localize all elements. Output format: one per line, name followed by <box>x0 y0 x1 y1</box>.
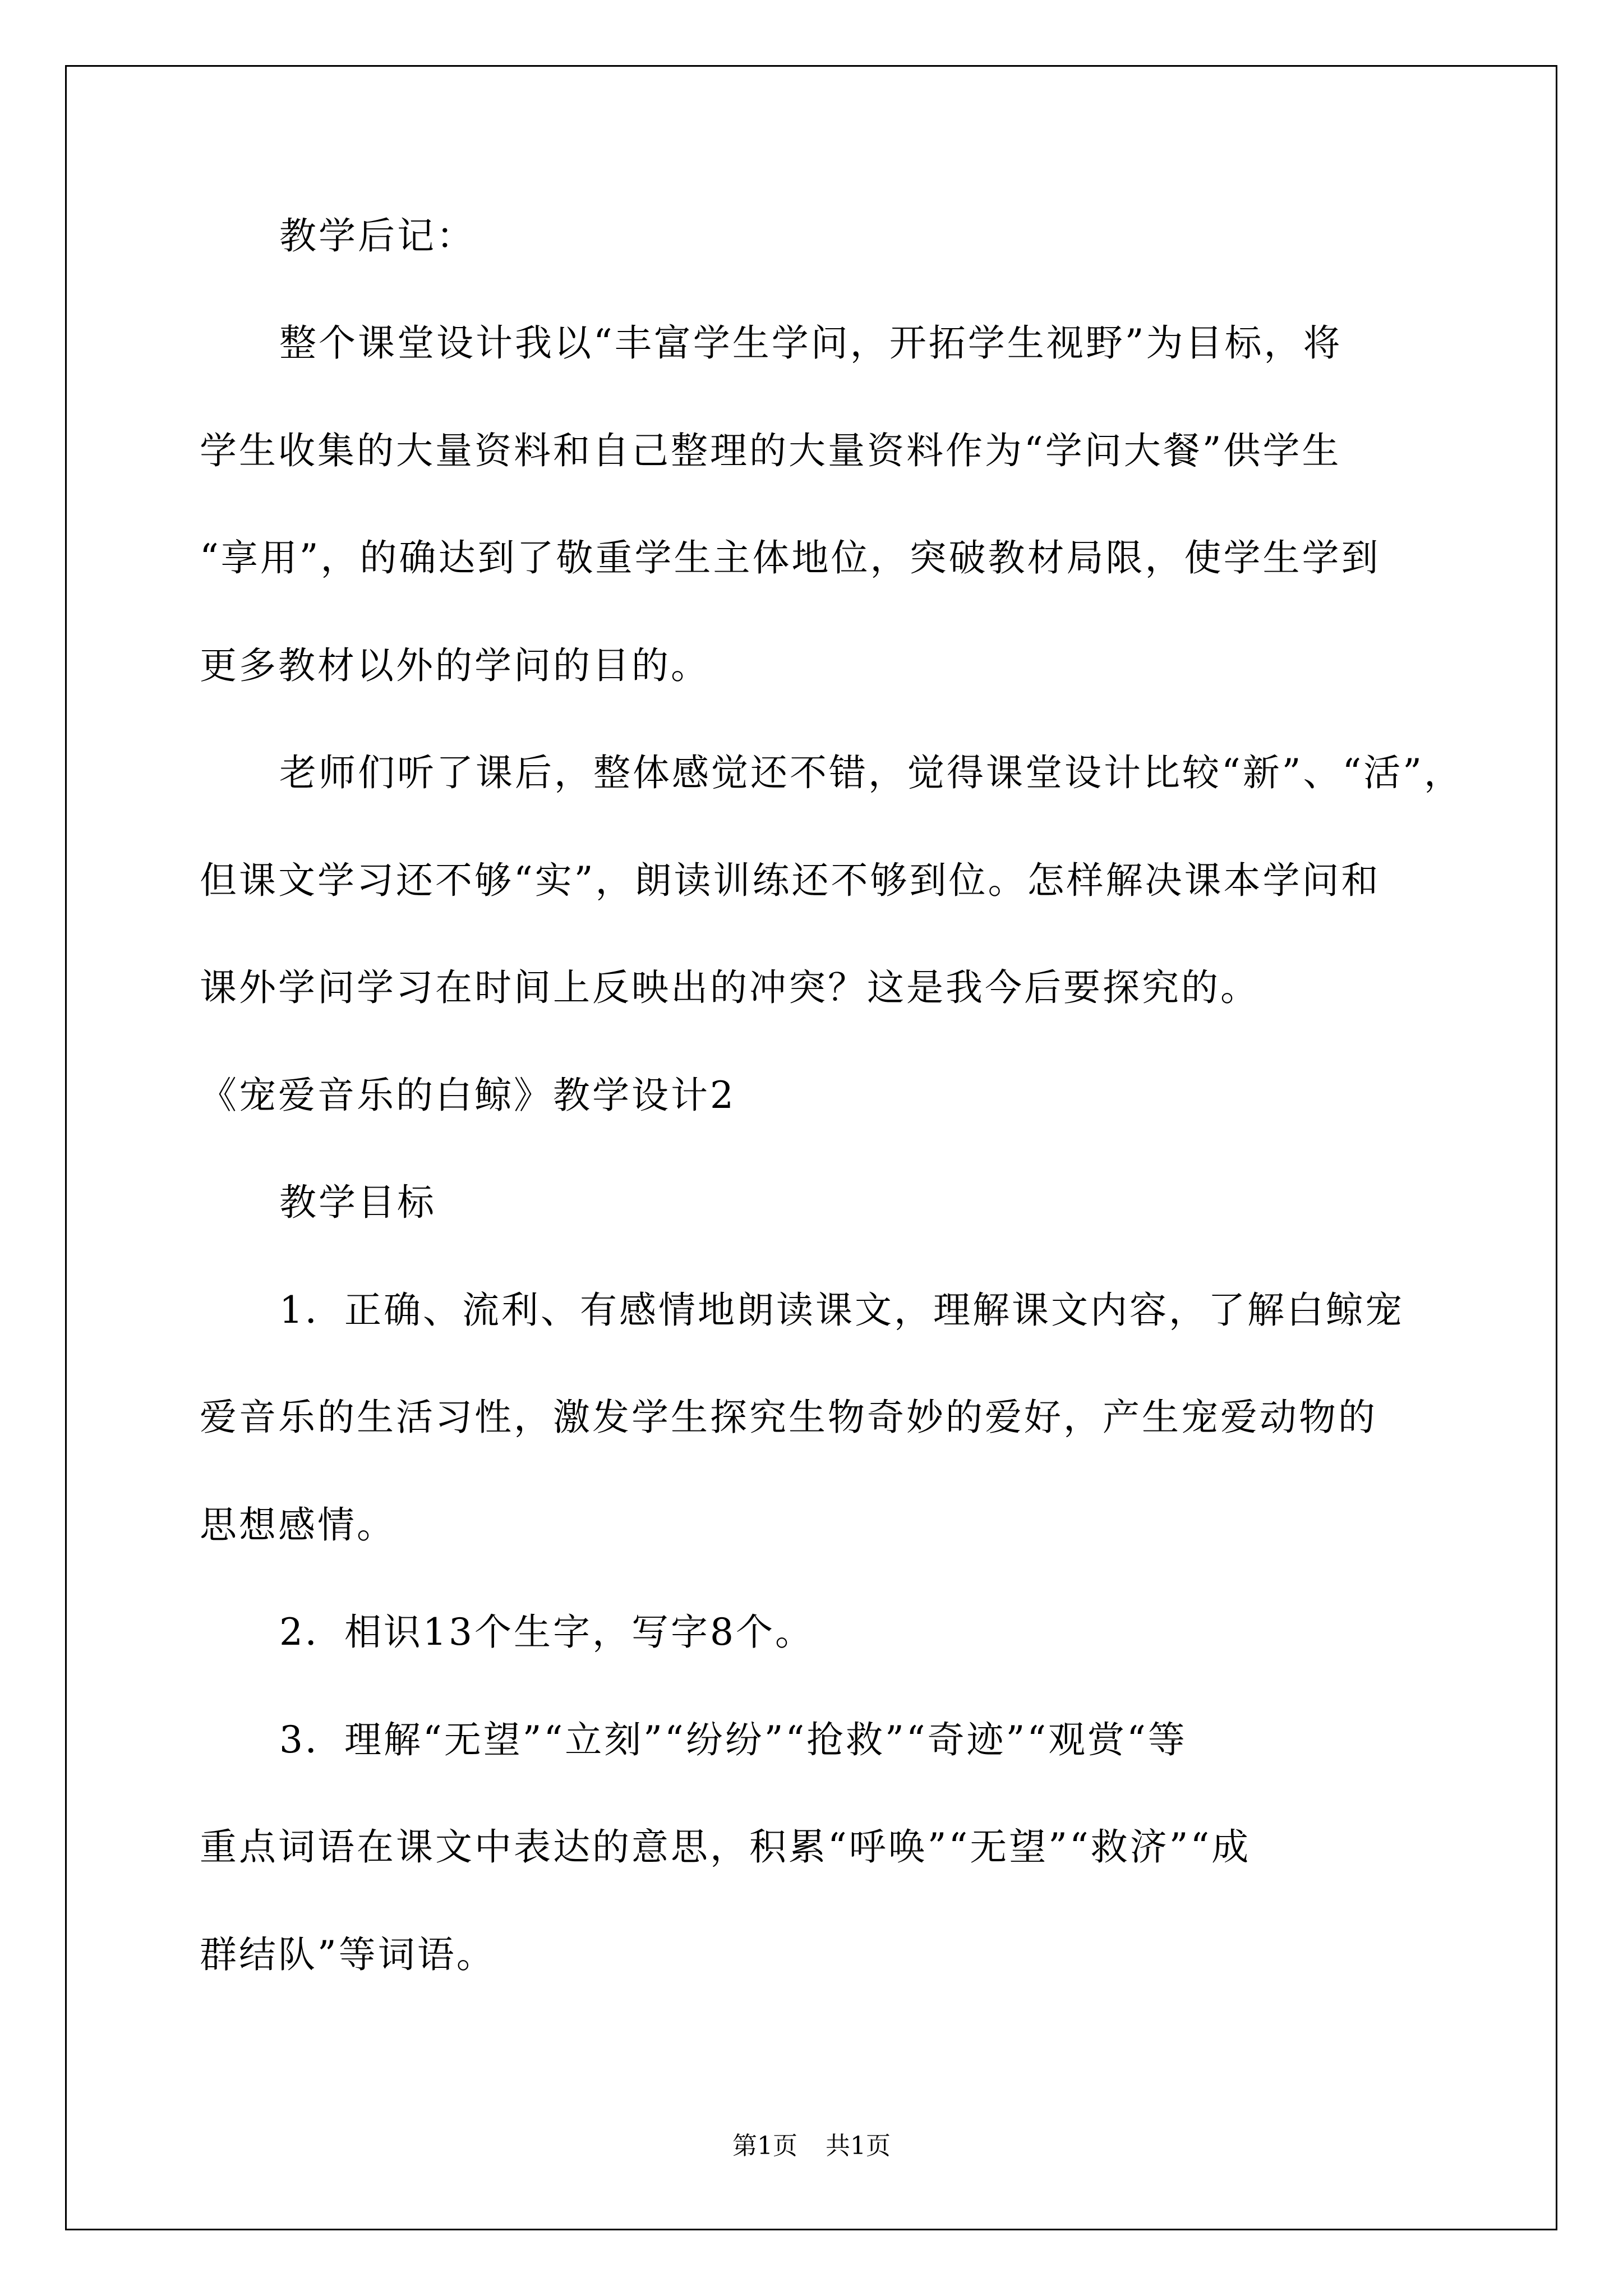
objective-line: 思想感情。 <box>200 1503 396 1547</box>
objective-line: 重点词语在课文中表达的意思，积累“呼唤”“无望”“救济”“成 <box>200 1825 1251 1869</box>
paragraph-line: 更多教材以外的学问的目的。 <box>200 644 710 687</box>
paragraph-line: 但课文学习还不够“实”，朗读训练还不够到位。怎样解决课本学问和 <box>200 859 1381 902</box>
objective-line: 群结队”等词语。 <box>200 1933 496 1976</box>
page-footer <box>0 2129 1623 2163</box>
section-title: 《宠爱音乐的白鲸》教学设计2 <box>200 1074 736 1117</box>
paragraph-line: 整个课堂设计我以“丰富学生学问，开拓学生视野”为目标，将 <box>279 321 1343 365</box>
paragraph-line: 课外学问学习在时间上反映出的冲突？这是我今后要探究的。 <box>200 966 1260 1009</box>
paragraph-line: “享用”，的确达到了敬重学生主体地位，突破教材局限，使学生学到 <box>200 536 1381 579</box>
paragraph-line: 学生收集的大量资料和自己整理的大量资料作为“学问大餐”供学生 <box>200 429 1341 472</box>
page-number: 第1页 <box>732 2132 797 2160</box>
page-border <box>65 65 1557 2230</box>
page-total: 共1页 <box>826 2132 891 2160</box>
heading-objectives: 教学目标 <box>279 1181 436 1224</box>
objective-line: 1．正确、流利、有感情地朗读课文，理解课文内容，了解白鲸宠 <box>279 1289 1404 1332</box>
heading-afterword: 教学后记： <box>279 214 476 257</box>
objective-line: 爱音乐的生活习性，激发学生探究生物奇妙的爱好，产生宠爱动物的 <box>200 1396 1377 1439</box>
objective-line: 2．相识13个生字，写字8个。 <box>279 1611 814 1654</box>
objective-line: 3．理解“无望”“立刻”“纷纷”“抢救”“奇迹”“观赏“等 <box>279 1718 1187 1761</box>
paragraph-line: 老师们听了课后，整体感觉还不错，觉得课堂设计比较“新”、“活”， <box>279 751 1463 794</box>
